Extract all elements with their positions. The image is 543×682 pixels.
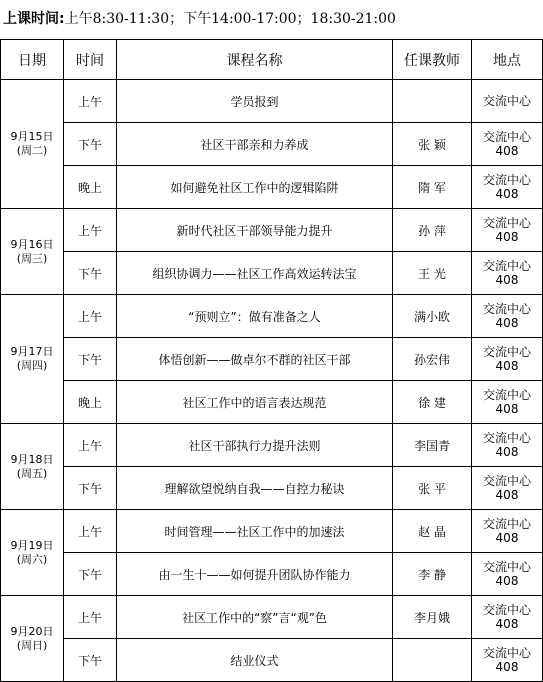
table-row [1, 338, 543, 381]
course-name: 新时代社区干部领导能力提升 [117, 209, 393, 252]
location-cell [472, 338, 543, 381]
date-label: 9月18日 [10, 452, 54, 466]
table-row [1, 424, 543, 467]
session-time: 下午 [64, 639, 117, 682]
location-room: 408 [495, 187, 519, 201]
session-time: 上午 [64, 596, 117, 639]
location-room: 408 [495, 144, 519, 158]
teacher-name: 满小欧 [393, 295, 472, 338]
location-name: 交流中心 [482, 94, 531, 108]
teacher-name: 张 颖 [393, 123, 472, 166]
table-row [1, 510, 543, 553]
date-label: 9月19日 [10, 538, 54, 552]
location-name: 交流中心 [482, 302, 531, 316]
date-cell [1, 209, 64, 295]
date-label: 9月20日 [10, 624, 54, 638]
course-name: 学员报到 [117, 80, 393, 123]
table-row [1, 596, 543, 639]
location-room: 408 [495, 230, 519, 244]
course-name: 由一生十——如何提升团队协作能力 [117, 553, 393, 596]
header-teacher: 任课教师 [393, 40, 472, 80]
schedule-body [1, 80, 543, 682]
header-time: 时间 [64, 40, 117, 80]
teacher-name: 孙宏伟 [393, 338, 472, 381]
location-name: 交流中心 [482, 603, 531, 617]
session-time: 上午 [64, 295, 117, 338]
session-time: 下午 [64, 553, 117, 596]
course-name: 社区工作中的“察”言“观”色 [117, 596, 393, 639]
teacher-name: 赵 晶 [393, 510, 472, 553]
location-name: 交流中心 [482, 130, 531, 144]
schedule-table [0, 39, 543, 682]
location-cell [472, 80, 543, 123]
location-name: 交流中心 [482, 517, 531, 531]
date-cell [1, 424, 64, 510]
date-label: 9月15日 [10, 130, 54, 143]
location-cell [472, 381, 543, 424]
table-row [1, 80, 543, 123]
location-name: 交流中心 [482, 431, 531, 445]
teacher-name: 隋 军 [393, 166, 472, 209]
teacher-name [393, 639, 472, 682]
location-cell [472, 639, 543, 682]
course-name: 社区干部执行力提升法则 [117, 424, 393, 467]
location-room: 408 [495, 531, 519, 545]
weekday-label: (周二) [16, 144, 48, 157]
table-row [1, 209, 543, 252]
teacher-name: 张 平 [393, 467, 472, 510]
table-row [1, 123, 543, 166]
date-cell [1, 596, 64, 682]
location-name: 交流中心 [482, 560, 531, 574]
session-time: 下午 [64, 123, 117, 166]
class-hours [3, 8, 396, 28]
course-name: 体悟创新——做卓尔不群的社区干部 [117, 338, 393, 381]
location-room: 408 [495, 273, 519, 287]
date-label: 9月17日 [10, 345, 54, 358]
teacher-name: 徐 建 [393, 381, 472, 424]
header-course: 课程名称 [117, 40, 393, 80]
table-row [1, 295, 543, 338]
course-name: 时间管理——社区工作中的加速法 [117, 510, 393, 553]
location-room: 408 [495, 402, 519, 416]
teacher-name [393, 80, 472, 123]
course-name: 理解欲望悦纳自我——自控力秘诀 [117, 467, 393, 510]
date-cell [1, 295, 64, 424]
class-hours-label: 上课时间: [3, 11, 65, 27]
teacher-name: 李月娥 [393, 596, 472, 639]
location-room: 408 [495, 488, 519, 502]
table-row [1, 639, 543, 682]
location-name: 交流中心 [482, 474, 531, 488]
session-time: 晚上 [64, 166, 117, 209]
session-time: 下午 [64, 252, 117, 295]
session-time: 上午 [64, 510, 117, 553]
location-name: 交流中心 [482, 646, 531, 660]
location-room: 408 [495, 660, 519, 674]
location-cell [472, 295, 543, 338]
table-row [1, 553, 543, 596]
weekday-label: (周五) [16, 466, 48, 480]
course-name: 社区干部亲和力养成 [117, 123, 393, 166]
location-cell [472, 510, 543, 553]
header-date: 日期 [1, 40, 64, 80]
weekday-label: (周日) [16, 638, 48, 652]
location-room: 408 [495, 617, 519, 631]
date-cell [1, 510, 64, 596]
course-name: 如何避免社区工作中的逻辑陷阱 [117, 166, 393, 209]
teacher-name: 孙 萍 [393, 209, 472, 252]
session-time: 上午 [64, 80, 117, 123]
location-cell [472, 424, 543, 467]
location-cell [472, 166, 543, 209]
class-hours-times: 上午8:30-11:30；下午14:00-17:00；18:30-21:00 [64, 11, 396, 27]
session-time: 晚上 [64, 381, 117, 424]
location-cell [472, 209, 543, 252]
location-name: 交流中心 [482, 345, 531, 359]
header-location: 地点 [472, 40, 543, 80]
location-cell [472, 553, 543, 596]
location-room: 408 [495, 445, 519, 459]
location-room: 408 [495, 574, 519, 588]
session-time: 上午 [64, 424, 117, 467]
session-time: 上午 [64, 209, 117, 252]
table-row [1, 252, 543, 295]
location-name: 交流中心 [482, 259, 531, 273]
session-time: 下午 [64, 467, 117, 510]
session-time: 下午 [64, 338, 117, 381]
course-name: 社区工作中的语言表达规范 [117, 381, 393, 424]
table-row [1, 467, 543, 510]
weekday-label: (周六) [16, 552, 48, 566]
location-cell [472, 123, 543, 166]
course-name: 组织协调力——社区工作高效运转法宝 [117, 252, 393, 295]
table-row [1, 381, 543, 424]
teacher-name: 李 静 [393, 553, 472, 596]
location-room: 408 [495, 316, 519, 330]
location-room: 408 [495, 359, 519, 373]
teacher-name: 李国青 [393, 424, 472, 467]
date-cell [1, 80, 64, 209]
location-name: 交流中心 [482, 388, 531, 402]
header-row [1, 40, 543, 80]
date-label: 9月16日 [10, 237, 54, 251]
location-name: 交流中心 [482, 216, 531, 230]
course-name: 结业仪式 [117, 639, 393, 682]
teacher-name: 王 光 [393, 252, 472, 295]
location-name: 交流中心 [482, 173, 531, 187]
location-cell [472, 252, 543, 295]
course-name: “预则立”：做有准备之人 [117, 295, 393, 338]
weekday-label: (周三) [16, 251, 48, 265]
weekday-label: (周四) [16, 359, 48, 372]
table-row [1, 166, 543, 209]
location-cell [472, 596, 543, 639]
location-cell [472, 467, 543, 510]
